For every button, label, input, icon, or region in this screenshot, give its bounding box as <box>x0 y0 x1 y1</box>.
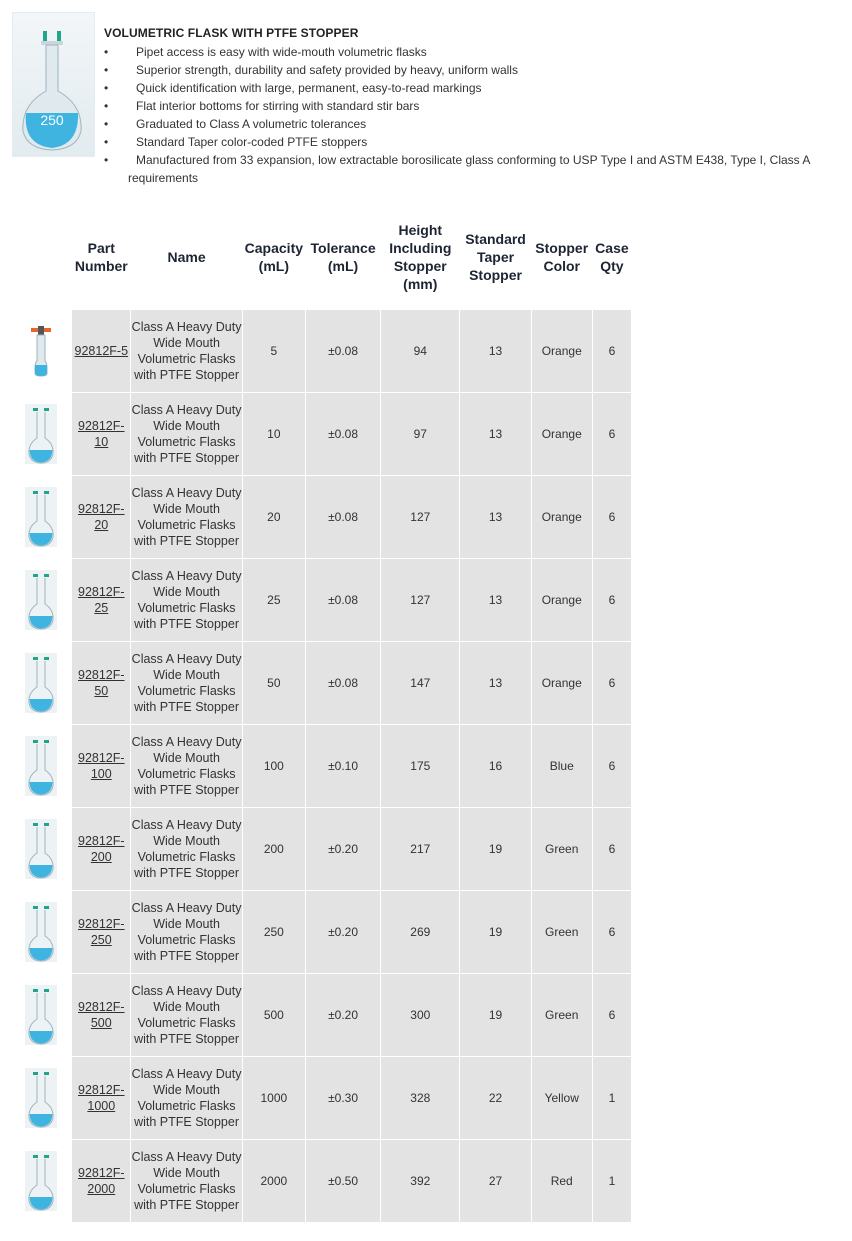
part-number-link[interactable]: 92812F-100 <box>78 751 125 781</box>
header-stopper-color: Stopper Color <box>532 205 592 309</box>
row-image <box>11 476 71 558</box>
part-number-cell <box>72 808 130 890</box>
height-cell: 300 <box>381 974 459 1056</box>
stopper-color-cell: Orange <box>532 642 592 724</box>
row-image <box>11 808 71 890</box>
row-image <box>11 393 71 475</box>
case-qty-cell: 6 <box>593 310 631 392</box>
taper-cell: 16 <box>460 725 530 807</box>
bullet-icon: • <box>104 135 109 149</box>
table-row <box>11 1140 631 1222</box>
flask-small-icon <box>23 568 59 632</box>
height-cell: 269 <box>381 891 459 973</box>
header-tolerance: Tolerance (mL) <box>306 205 380 309</box>
height-cell: 97 <box>381 393 459 475</box>
case-qty-cell: 6 <box>593 808 631 890</box>
taper-cell: 13 <box>460 642 530 724</box>
table-row <box>11 891 631 973</box>
feature-list <box>104 43 844 187</box>
name-cell: Class A Heavy Duty Wide Mouth Volumetric Flasks with PTFE Stopper <box>131 642 241 724</box>
flask-small-icon <box>23 900 59 964</box>
part-number-cell <box>72 891 130 973</box>
bullet-icon: • <box>104 99 109 113</box>
capacity-cell: 200 <box>243 808 305 890</box>
capacity-cell: 20 <box>243 476 305 558</box>
header-image <box>11 205 71 309</box>
height-cell: 217 <box>381 808 459 890</box>
stopper-color-cell: Green <box>532 808 592 890</box>
flask-small-icon <box>23 817 59 881</box>
part-number-link[interactable]: 92812F-20 <box>78 502 125 532</box>
flask-small-icon <box>23 734 59 798</box>
tolerance-cell: ±0.10 <box>306 725 380 807</box>
part-number-link[interactable]: 92812F-25 <box>78 585 125 615</box>
part-number-cell <box>72 1057 130 1139</box>
table-row <box>11 974 631 1056</box>
stopper-color-cell: Green <box>532 974 592 1056</box>
taper-cell: 19 <box>460 974 530 1056</box>
feature-item: • Quick identification with large, permanent, easy-to-read markings <box>104 81 482 95</box>
name-cell: Class A Heavy Duty Wide Mouth Volumetric Flasks with PTFE Stopper <box>131 393 241 475</box>
part-number-cell <box>72 725 130 807</box>
row-image <box>11 1057 71 1139</box>
capacity-cell: 100 <box>243 725 305 807</box>
name-cell: Class A Heavy Duty Wide Mouth Volumetric Flasks with PTFE Stopper <box>131 1057 241 1139</box>
name-cell: Class A Heavy Duty Wide Mouth Volumetric Flasks with PTFE Stopper <box>131 725 241 807</box>
feature-item: • Graduated to Class A volumetric tolerances <box>104 117 367 131</box>
stopper-color-cell: Orange <box>532 393 592 475</box>
part-number-cell <box>72 476 130 558</box>
case-qty-cell: 6 <box>593 725 631 807</box>
part-number-cell <box>72 1140 130 1222</box>
name-cell: Class A Heavy Duty Wide Mouth Volumetric Flasks with PTFE Stopper <box>131 476 241 558</box>
flask-small-icon <box>23 1149 59 1213</box>
taper-cell: 19 <box>460 808 530 890</box>
bullet-icon: • <box>104 63 109 77</box>
case-qty-cell: 6 <box>593 642 631 724</box>
part-number-link[interactable]: 92812F-1000 <box>78 1083 125 1113</box>
stopper-color-cell: Yellow <box>532 1057 592 1139</box>
product-image <box>12 12 95 157</box>
name-cell: Class A Heavy Duty Wide Mouth Volumetric Flasks with PTFE Stopper <box>131 891 241 973</box>
taper-cell: 19 <box>460 891 530 973</box>
tolerance-cell: ±0.50 <box>306 1140 380 1222</box>
table-row <box>11 476 631 558</box>
case-qty-cell: 6 <box>593 559 631 641</box>
case-qty-cell: 6 <box>593 476 631 558</box>
page-title: VOLUMETRIC FLASK WITH PTFE STOPPER <box>104 26 359 40</box>
flask-small-icon <box>23 983 59 1047</box>
row-image <box>11 725 71 807</box>
bullet-icon: • <box>104 81 109 95</box>
height-cell: 127 <box>381 476 459 558</box>
tolerance-cell: ±0.08 <box>306 310 380 392</box>
part-number-link[interactable]: 92812F-2000 <box>78 1166 125 1196</box>
height-cell: 328 <box>381 1057 459 1139</box>
part-number-link[interactable]: 92812F-200 <box>78 834 125 864</box>
header-name: Name <box>131 205 241 309</box>
name-cell: Class A Heavy Duty Wide Mouth Volumetric Flasks with PTFE Stopper <box>131 559 241 641</box>
part-number-link[interactable]: 92812F-10 <box>78 419 125 449</box>
tolerance-cell: ±0.20 <box>306 891 380 973</box>
table-row <box>11 642 631 724</box>
part-number-link[interactable]: 92812F-500 <box>78 1000 125 1030</box>
taper-cell: 13 <box>460 559 530 641</box>
bullet-icon: • <box>104 117 109 131</box>
taper-cell: 13 <box>460 393 530 475</box>
part-number-cell <box>72 642 130 724</box>
header-capacity: Capacity (mL) <box>243 205 305 309</box>
capacity-cell: 25 <box>243 559 305 641</box>
stopper-color-cell: Orange <box>532 310 592 392</box>
table-row <box>11 559 631 641</box>
height-cell: 127 <box>381 559 459 641</box>
table-row <box>11 725 631 807</box>
tolerance-cell: ±0.08 <box>306 642 380 724</box>
capacity-cell: 50 <box>243 642 305 724</box>
height-cell: 175 <box>381 725 459 807</box>
table-header-row <box>11 205 631 309</box>
tolerance-cell: ±0.08 <box>306 476 380 558</box>
stopper-color-cell: Green <box>532 891 592 973</box>
tolerance-cell: ±0.20 <box>306 974 380 1056</box>
capacity-cell: 5 <box>243 310 305 392</box>
part-number-cell <box>72 393 130 475</box>
feature-item: • Pipet access is easy with wide-mouth volumetric flasks <box>104 45 427 59</box>
case-qty-cell: 6 <box>593 393 631 475</box>
table-row <box>11 310 631 392</box>
part-number-link[interactable]: 92812F-250 <box>78 917 125 947</box>
taper-cell: 27 <box>460 1140 530 1222</box>
name-cell: Class A Heavy Duty Wide Mouth Volumetric Flasks with PTFE Stopper <box>131 310 241 392</box>
height-cell: 392 <box>381 1140 459 1222</box>
table-row <box>11 393 631 475</box>
header-case-qty: Case Qty <box>593 205 631 309</box>
bullet-icon: • <box>104 45 109 59</box>
svg-text:250: 250 <box>40 112 64 128</box>
flask-small-icon <box>26 325 56 377</box>
feature-item: • Superior strength, durability and safety provided by heavy, uniform walls <box>104 63 518 77</box>
capacity-cell: 1000 <box>243 1057 305 1139</box>
row-image <box>11 310 71 392</box>
taper-cell: 22 <box>460 1057 530 1139</box>
flask-small-icon <box>23 485 59 549</box>
product-table <box>10 204 632 1223</box>
flask-small-icon <box>23 651 59 715</box>
row-image <box>11 642 71 724</box>
tolerance-cell: ±0.08 <box>306 393 380 475</box>
header-part-number: Part Number <box>72 205 130 309</box>
taper-cell: 13 <box>460 310 530 392</box>
capacity-cell: 2000 <box>243 1140 305 1222</box>
stopper-color-cell: Blue <box>532 725 592 807</box>
taper-cell: 13 <box>460 476 530 558</box>
part-number-cell <box>72 310 130 392</box>
case-qty-cell: 1 <box>593 1140 631 1222</box>
feature-item: • Manufactured from 33 expansion, low extractable borosilicate glass conforming to USP Type I and ASTM E438, Type I, Class A requirements <box>104 153 811 185</box>
bullet-icon: • <box>104 153 109 167</box>
tolerance-cell: ±0.30 <box>306 1057 380 1139</box>
table-row <box>11 1057 631 1139</box>
capacity-cell: 250 <box>243 891 305 973</box>
row-image <box>11 974 71 1056</box>
tolerance-cell: ±0.08 <box>306 559 380 641</box>
name-cell: Class A Heavy Duty Wide Mouth Volumetric Flasks with PTFE Stopper <box>131 1140 241 1222</box>
header-height: Height Including Stopper (mm) <box>381 205 459 309</box>
tolerance-cell: ±0.20 <box>306 808 380 890</box>
name-cell: Class A Heavy Duty Wide Mouth Volumetric Flasks with PTFE Stopper <box>131 808 241 890</box>
stopper-color-cell: Red <box>532 1140 592 1222</box>
feature-item: • Standard Taper color-coded PTFE stoppers <box>104 135 368 149</box>
stopper-color-cell: Orange <box>532 476 592 558</box>
part-number-cell <box>72 974 130 1056</box>
part-number-cell <box>72 559 130 641</box>
row-image <box>11 559 71 641</box>
stopper-color-cell: Orange <box>532 559 592 641</box>
part-number-link[interactable]: 92812F-50 <box>78 668 125 698</box>
case-qty-cell: 6 <box>593 974 631 1056</box>
height-cell: 147 <box>381 642 459 724</box>
name-cell: Class A Heavy Duty Wide Mouth Volumetric Flasks with PTFE Stopper <box>131 974 241 1056</box>
flask-small-icon <box>23 402 59 466</box>
feature-item: • Flat interior bottoms for stirring with standard stir bars <box>104 99 420 113</box>
flask-large-icon <box>13 13 94 156</box>
row-image <box>11 1140 71 1222</box>
height-cell: 94 <box>381 310 459 392</box>
header-taper: Standard Taper Stopper <box>460 205 530 309</box>
row-image <box>11 891 71 973</box>
capacity-cell: 500 <box>243 974 305 1056</box>
capacity-cell: 10 <box>243 393 305 475</box>
case-qty-cell: 1 <box>593 1057 631 1139</box>
flask-small-icon <box>23 1066 59 1130</box>
table-row <box>11 808 631 890</box>
part-number-link[interactable]: 92812F-5 <box>74 344 129 358</box>
case-qty-cell: 6 <box>593 891 631 973</box>
